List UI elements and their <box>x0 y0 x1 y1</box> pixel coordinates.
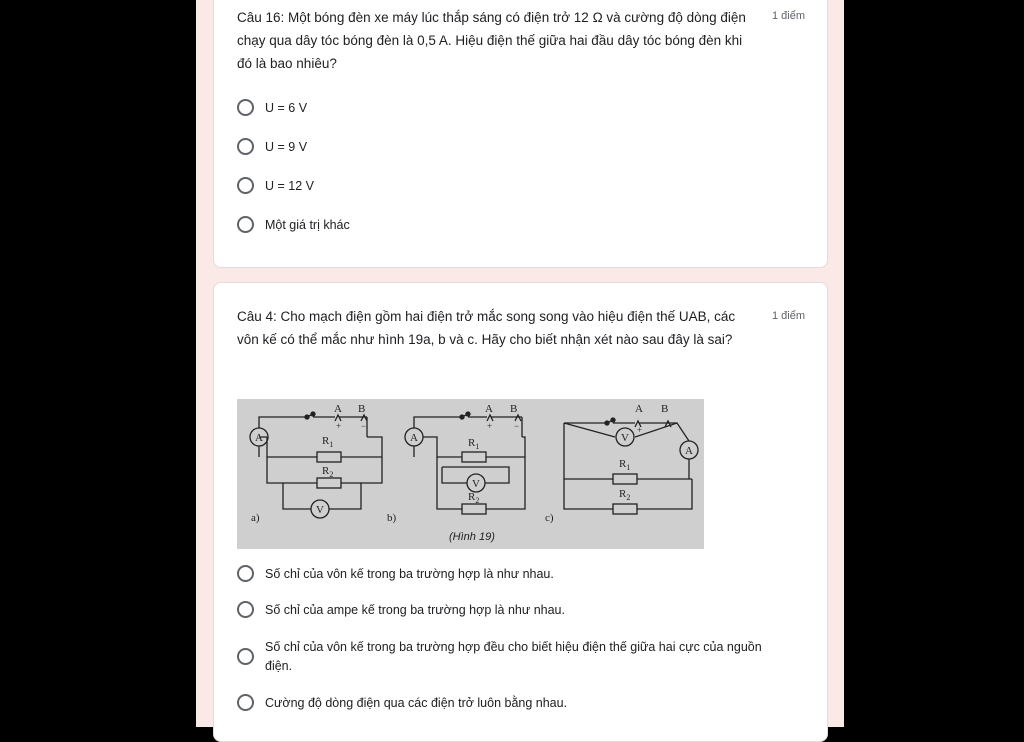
option-label: U = 9 V <box>265 140 308 154</box>
option-u-9v[interactable] <box>237 138 775 157</box>
question-text: Câu 16: Một bóng đèn xe máy lúc thắp sáng có điện trở 12 Ω và cường độ dòng điện chạy qua dây tóc bóng đèn là 0,5 A. Hiệu điện thế giữa hai đầu dây tóc bóng đèn khi đó là bao nhiêu? <box>237 10 746 71</box>
r1-b <box>468 437 479 451</box>
option-u-12v[interactable] <box>237 177 775 196</box>
r2-c-letter: R <box>619 488 627 500</box>
r2-b <box>468 491 479 505</box>
option-voltmeter-same[interactable] <box>237 565 775 584</box>
ammeter-b: A <box>410 432 418 444</box>
r2-c-sub: 2 <box>626 493 631 502</box>
points-label: 1 điểm <box>771 10 805 22</box>
radio-button[interactable] <box>237 99 254 116</box>
radio-button[interactable] <box>237 601 254 618</box>
r2-b-sub: 2 <box>475 496 480 505</box>
r2-a-letter: R <box>322 465 330 477</box>
option-label: Số chỉ của vôn kế trong ba trường hợp đều cho biết hiệu điện thế giữa hai cực của nguồn điện. <box>265 640 762 673</box>
r1-c-letter: R <box>619 458 627 470</box>
circuit-b-labels <box>387 403 519 524</box>
option-label: U = 12 V <box>265 179 314 193</box>
question-text: Câu 4: Cho mạch điện gồm hai điện trở mắc song song vào hiệu điện thế UAB, các vôn kế có thể mắc như hình 19a, b và c. Hãy cho biết nhận xét nào sau đây là sai? <box>237 309 736 347</box>
terminal-a-c: A <box>635 403 643 415</box>
radio-button[interactable] <box>237 694 254 711</box>
radio-button[interactable] <box>237 648 254 665</box>
plus-a: + <box>336 421 342 431</box>
question-card-4 <box>213 282 828 742</box>
plus-b: + <box>487 421 493 431</box>
circuit-c <box>564 418 698 514</box>
r2-c <box>619 488 630 502</box>
option-current-equal[interactable] <box>237 694 775 713</box>
circuit-diagram <box>237 399 704 549</box>
voltmeter-a: V <box>316 504 324 516</box>
r2-b-letter: R <box>468 491 476 503</box>
option-label: U = 6 V <box>265 101 308 115</box>
ammeter-a: A <box>255 432 263 444</box>
voltmeter-c: V <box>621 432 629 444</box>
radio-button[interactable] <box>237 177 254 194</box>
option-label: Số chỉ của ampe kế trong ba trường hợp là như nhau. <box>265 603 565 617</box>
ammeter-c: A <box>685 445 693 457</box>
r1-a-letter: R <box>322 435 330 447</box>
r1-b-sub: 1 <box>475 442 480 451</box>
label-b: b) <box>387 512 397 524</box>
r2-a-sub: 2 <box>329 470 334 479</box>
terminal-b-b: B <box>510 403 518 415</box>
points-label: 1 điểm <box>771 310 805 322</box>
r1-a <box>322 435 333 449</box>
minus-a: − <box>361 421 367 431</box>
circuit-a-labels <box>251 403 366 524</box>
option-label: Một giá trị khác <box>265 218 350 232</box>
minus-b: − <box>514 421 520 431</box>
option-u-6v[interactable] <box>237 99 775 118</box>
plus-c: + <box>637 425 643 435</box>
r1-c-sub: 1 <box>626 463 631 472</box>
question-card-16 <box>213 0 828 268</box>
terminal-b-a: B <box>358 403 366 415</box>
voltmeter-b: V <box>472 478 480 490</box>
radio-button[interactable] <box>237 565 254 582</box>
terminal-a-a: A <box>334 403 342 415</box>
r2-a <box>322 465 333 479</box>
r1-c <box>619 458 630 472</box>
option-voltmeter-source[interactable] <box>237 638 775 676</box>
option-label: Số chỉ của vôn kế trong ba trường hợp là như nhau. <box>265 567 554 581</box>
option-label: Cường độ dòng điện qua các điện trở luôn bằng nhau. <box>265 696 568 710</box>
option-ammeter-same[interactable] <box>237 601 775 620</box>
r1-a-sub: 1 <box>329 440 334 449</box>
circuit-b <box>405 412 525 514</box>
option-other-value[interactable] <box>237 216 775 235</box>
radio-button[interactable] <box>237 138 254 155</box>
figure-caption: (Hình 19) <box>449 531 495 543</box>
circuit-figure-19 <box>237 399 704 549</box>
radio-button[interactable] <box>237 216 254 233</box>
terminal-b-c: B <box>661 403 669 415</box>
r1-b-letter: R <box>468 437 476 449</box>
label-a: a) <box>251 512 260 524</box>
terminal-a-b: A <box>485 403 493 415</box>
label-c: c) <box>545 512 554 524</box>
